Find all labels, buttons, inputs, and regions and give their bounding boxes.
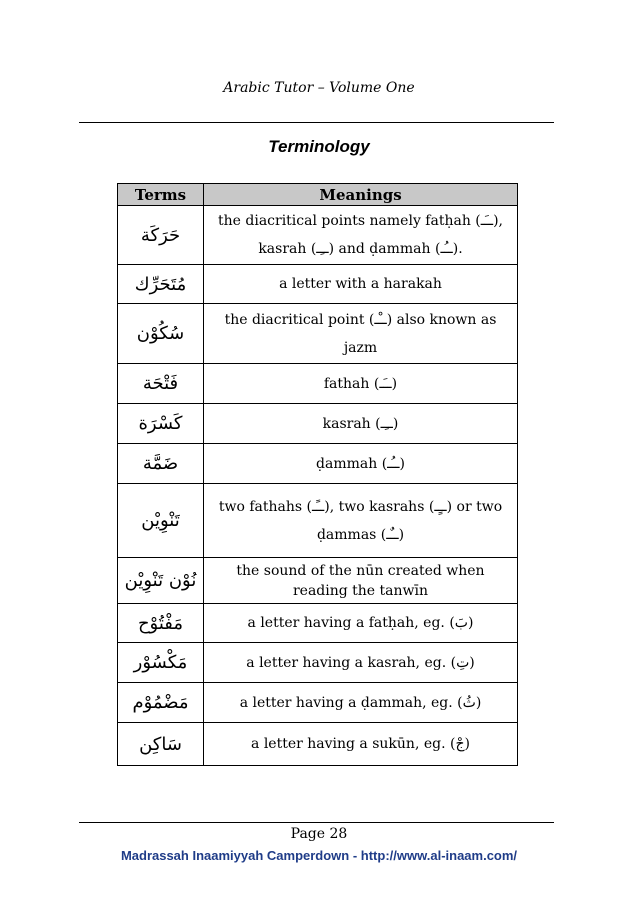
meaning-cell: a letter having a fatḥah, eg. (بَ) [204, 604, 518, 643]
meaning-cell: two fathahs (ــًـ), two kasrahs (ــٍـ) or two ḍammas (ــٌـ) [204, 484, 518, 558]
terms-column-header: Terms [118, 184, 204, 206]
meaning-cell: the diacritical points namely fatḥah (ــَـ), kasrah (ــِـ) and ḍammah (ــُـ). [204, 206, 518, 265]
term-cell: تَنْوِيْن [118, 484, 204, 558]
term-cell: كَسْرَة [118, 404, 204, 444]
table-row [118, 364, 518, 404]
page-number: Page 28 [290, 826, 348, 842]
term-cell: مَفْتُوْح [118, 604, 204, 643]
meaning-cell: a letter with a harakah [204, 265, 518, 304]
table-row [118, 643, 518, 683]
section-title: Terminology [268, 137, 370, 156]
meanings-column-header: Meanings [204, 184, 518, 206]
table-row [118, 558, 518, 604]
term-cell: مَكْسُوْر [118, 643, 204, 683]
term-cell: نُوْن تَنْوِيْن [118, 558, 204, 604]
table-row [118, 723, 518, 766]
meaning-cell: a letter having a kasrah, eg. (تِ) [204, 643, 518, 683]
table-row [118, 304, 518, 364]
term-cell: ضَمَّة [118, 444, 204, 484]
footer-divider [79, 822, 554, 823]
table-row [118, 683, 518, 723]
table-row [118, 206, 518, 265]
meaning-cell: the diacritical point (ــْـ) also known as jazm [204, 304, 518, 364]
table-row [118, 484, 518, 558]
term-cell: حَرَكَة [118, 206, 204, 265]
meaning-cell: a letter having a sukūn, eg. (جْ) [204, 723, 518, 766]
term-cell: سُكُوْن [118, 304, 204, 364]
meaning-cell: the sound of the nūn created when reading the tanwīn [204, 558, 518, 604]
meaning-cell: kasrah (ــِـ) [204, 404, 518, 444]
table-row [118, 604, 518, 643]
term-cell: فَتْحَة [118, 364, 204, 404]
table-row [118, 444, 518, 484]
header-title: Arabic Tutor – Volume One [223, 80, 415, 96]
table-header-row [118, 184, 518, 206]
footer-school-line: Madrassah Inaamiyyah Camperdown - http://www.al-inaam.com/ [120, 848, 518, 863]
term-cell: سَاكِن [118, 723, 204, 766]
table-row [118, 265, 518, 304]
meaning-cell: a letter having a ḍammah, eg. (ثُ) [204, 683, 518, 723]
terminology-table [117, 183, 518, 766]
term-cell: مَضْمُوْم [118, 683, 204, 723]
term-cell: مُتَحَرِّك [118, 265, 204, 304]
table-row [118, 404, 518, 444]
meaning-cell: ḍammah (ــُـ) [204, 444, 518, 484]
meaning-cell: fathah (ــَـ) [204, 364, 518, 404]
header-divider [79, 122, 554, 123]
